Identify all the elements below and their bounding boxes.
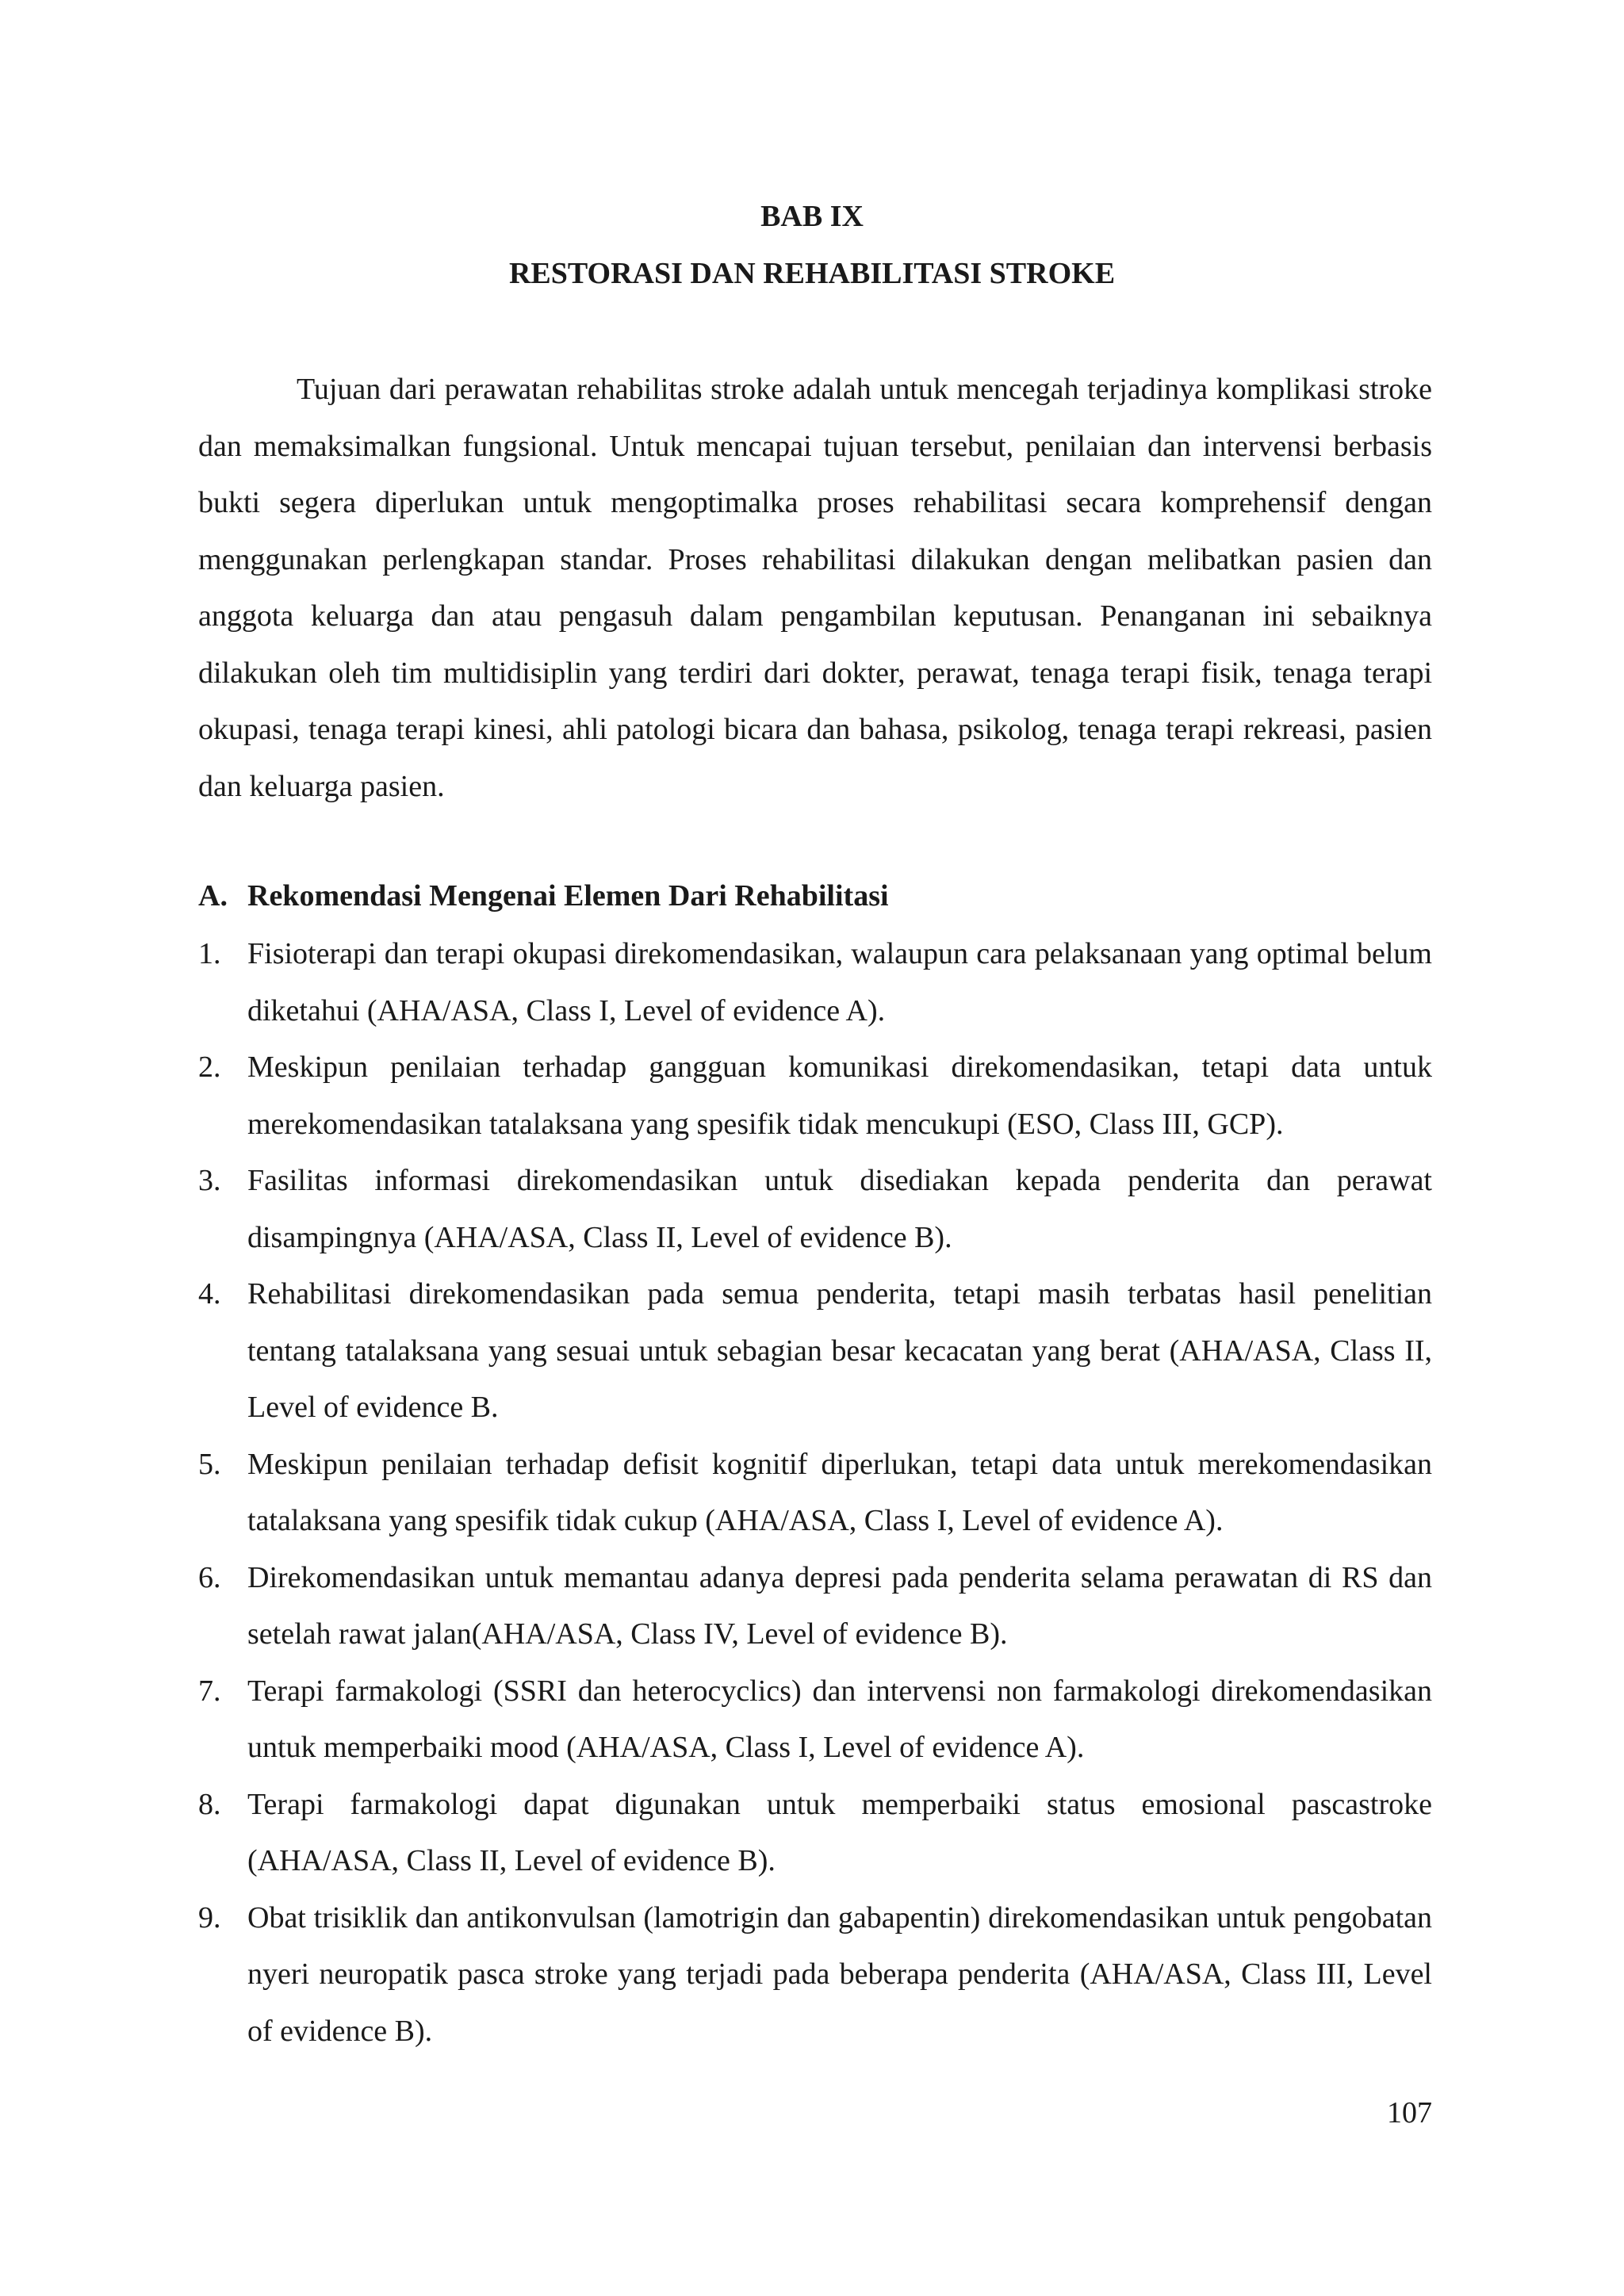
recommendation-item (198, 1890, 1432, 2061)
recommendation-number: 9. (198, 1900, 221, 1934)
recommendation-item (198, 1437, 1432, 1550)
recommendation-item (198, 1663, 1432, 1777)
recommendation-item (198, 1153, 1432, 1266)
recommendation-number: 3. (198, 1164, 221, 1197)
recommendation-number: 8. (198, 1787, 221, 1821)
recommendation-text: Rehabilitasi direkomendasikan pada semua penderita, tetapi masih terbatas hasil penelitian tentang tatalaksana yang sesuai untuk sebagian besar kecacatan yang berat (AHA/ASA, Class II, Level of evidence B. (247, 1277, 1432, 1424)
recommendation-number: 4. (198, 1277, 221, 1311)
recommendation-number: 6. (198, 1560, 221, 1594)
recommendation-text: Meskipun penilaian terhadap gangguan komunikasi direkomendasikan, tetapi data untuk merekomendasikan tatalaksana yang spesifik tidak mencukupi (ESO, Class III, GCP). (247, 1050, 1432, 1141)
recommendation-item (198, 1777, 1432, 1890)
recommendation-number: 2. (198, 1050, 221, 1084)
recommendation-item (198, 926, 1432, 1039)
recommendation-text: Terapi farmakologi (SSRI dan heterocyclics) dan intervensi non farmakologi direkomendasikan untuk memperbaiki mood (AHA/ASA, Class I, Level of evidence A). (247, 1674, 1432, 1764)
chapter-label: BAB IX (760, 200, 864, 233)
recommendation-text: Direkomendasikan untuk memantau adanya depresi pada penderita selama perawatan di RS dan setelah rawat jalan(AHA/ASA, Class IV, Level of evidence B). (247, 1560, 1432, 1651)
recommendation-number: 1. (198, 937, 221, 970)
recommendation-text: Fisioterapi dan terapi okupasi direkomendasikan, walaupun cara pelaksanaan yang optimal belum diketahui (AHA/ASA, Class I, Level of evidence A). (247, 937, 1432, 1027)
recommendation-text: Meskipun penilaian terhadap defisit kognitif diperlukan, tetapi data untuk merekomendasikan tatalaksana yang spesifik tidak cukup (AHA/ASA, Class I, Level of evidence A). (247, 1447, 1432, 1537)
recommendation-text: Terapi farmakologi dapat digunakan untuk memperbaiki status emosional pascastroke (AHA/ASA, Class II, Level of evidence B). (247, 1787, 1432, 1877)
page-number: 107 (1387, 2096, 1432, 2130)
section-heading (198, 876, 1432, 916)
recommendation-item (198, 1266, 1432, 1437)
recommendation-list (198, 926, 1432, 2060)
chapter-title: RESTORASI DAN REHABILITASI STROKE (508, 257, 1116, 290)
section-title: Rekomendasi Mengenai Elemen Dari Rehabilitasi (247, 879, 889, 913)
recommendation-item (198, 1550, 1432, 1663)
recommendation-text: Obat trisiklik dan antikonvulsan (lamotrigin dan gabapentin) direkomendasikan untuk pengobatan nyeri neuropatik pasca stroke yang terjadi pada beberapa penderita (AHA/ASA, Class III, Level of evidence B). (247, 1900, 1432, 2048)
section-letter: A. (198, 879, 228, 913)
recommendation-number: 5. (198, 1447, 221, 1481)
recommendation-item (198, 1039, 1432, 1153)
recommendation-number: 7. (198, 1674, 221, 1708)
recommendation-text: Fasilitas informasi direkomendasikan untuk disediakan kepada penderita dan perawat disampingnya (AHA/ASA, Class II, Level of evidence B). (247, 1164, 1432, 1254)
intro-paragraph: Tujuan dari perawatan rehabilitas stroke adalah untuk mencegah terjadinya komplikasi stroke dan memaksimalkan fungsional. Untuk mencapai tujuan tersebut, penilaian dan intervensi berbasis bukti segera diperlukan untuk mengoptimalka proses rehabilitasi secara komprehensif dengan menggunakan perlengkapan standar. Proses rehabilitasi dilakukan dengan melibatkan pasien dan anggota keluarga dan atau pengasuh dalam pengambilan keputusan. Penanganan ini sebaiknya dilakukan oleh tim multidisiplin yang terdiri dari dokter, perawat, tenaga terapi fisik, tenaga terapi okupasi, tenaga terapi kinesi, ahli patologi bicara dan bahasa, psikolog, tenaga terapi rekreasi, pasien dan keluarga pasien. (198, 373, 1432, 803)
